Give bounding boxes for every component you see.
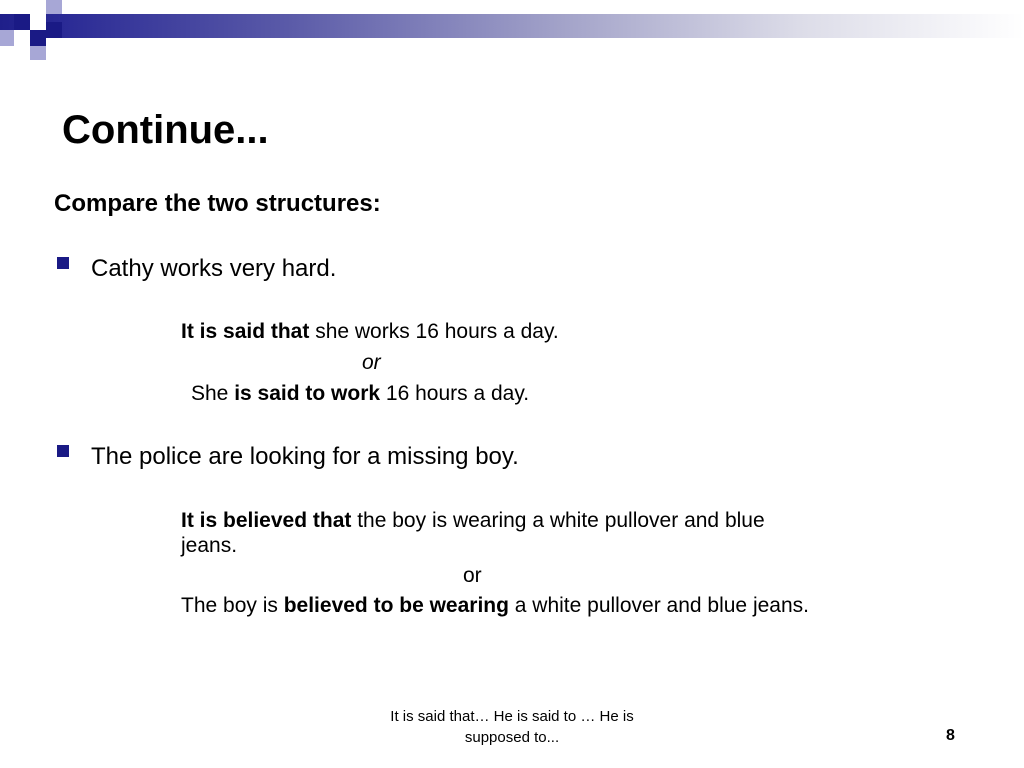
example-2-line-2-start: The boy is [181,594,284,617]
logo-square-lavender-bottom [30,46,46,60]
bullet-square-icon [57,257,69,269]
example-2-line-2-rest: a white pullover and blue jeans. [508,594,809,617]
example-2-or: or [463,564,482,587]
example-1-line-2-start: She [191,382,235,405]
example-1-line-1 [181,319,559,345]
slide-footer: It is said that… He is said to … He is supposed to... [390,708,634,746]
logo-square-navy-top [14,14,30,30]
example-2-line-2 [181,593,809,619]
slide-title: Continue... [62,108,269,152]
bullet-2-text: The police are looking for a missing boy. [91,443,519,470]
bullet-square-icon [57,445,69,457]
example-1-line-2-rest: 16 hours a day. [380,382,530,405]
slide-subtitle: Compare the two structures: [54,190,381,217]
logo-square-navy-right [46,22,62,38]
example-1-or [362,350,381,376]
example-2-line-1-rest: the boy is wearing a white pullover and blue [351,509,765,532]
example-1-line-2-bold: is said to work [234,382,381,405]
logo-square-lavender-top [46,0,62,14]
logo-square-white [30,14,46,30]
example-2-line-1 [181,508,765,534]
example-2-line-2-bold: believed to be wearing [283,594,509,617]
logo-square-navy-mid [30,30,46,46]
header-gradient-band [0,14,1024,38]
example-1-line-2 [191,381,529,407]
example-2-line-1-bold: It is believed that [181,509,352,532]
example-1-or-text: or [362,351,381,374]
example-1-line-1-bold: It is said that [181,320,310,343]
page-number: 8 [946,727,955,744]
bullet-1-text: Cathy works very hard. [91,255,337,282]
example-1-line-1-rest: she works 16 hours a day. [309,320,559,343]
example-2-line-1-wrap: jeans. [181,534,238,557]
logo-square-lavender-left [0,30,14,46]
logo-square-white-mid [14,30,30,46]
